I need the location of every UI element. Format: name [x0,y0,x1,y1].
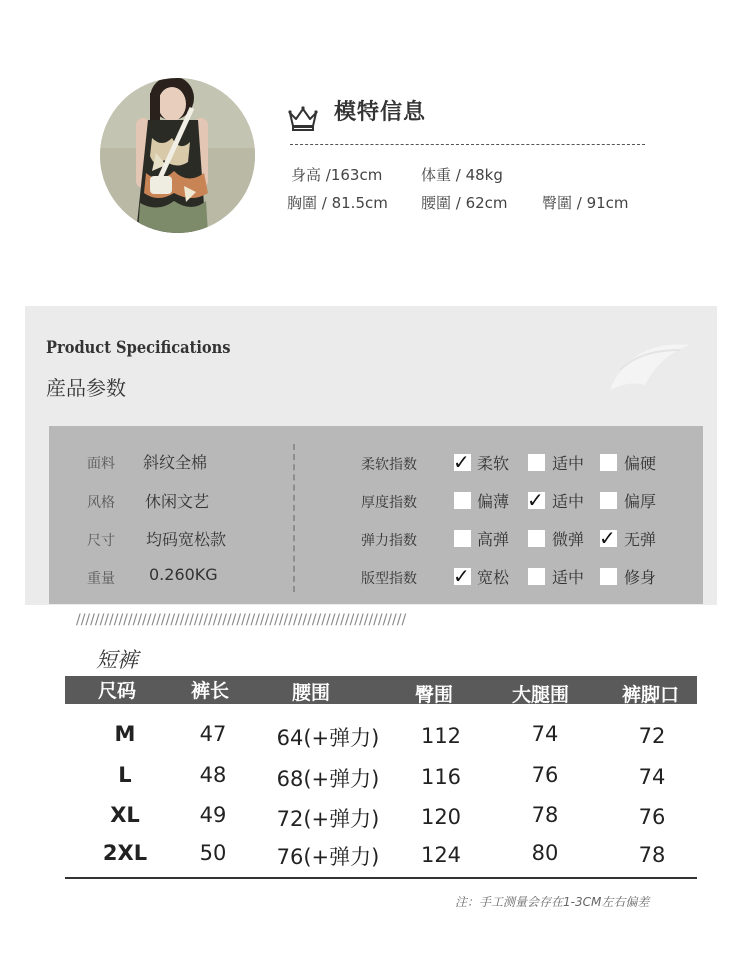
table-bottom-line [65,877,697,879]
size-table-header [65,676,697,704]
slash-divider: ////////////////////////////////////////////////////////////////////// [76,612,407,628]
model-waist: 腰圍 / 62cm [421,194,508,212]
option-label: 微弹 [552,530,585,549]
table-cell: 49 [199,803,227,827]
option-label: 适中 [552,492,585,511]
model-weight: 体重 / 48kg [421,166,503,184]
attr-value: 休闲文艺 [145,492,210,511]
option-label: 偏薄 [477,492,510,511]
attr-value: 斜纹全棉 [143,453,208,472]
option-checkbox [454,530,471,547]
index-name: 弹力指数 [361,533,417,549]
option-label: 修身 [624,568,657,587]
option-checkbox [528,568,545,585]
model-hip: 臀圍 / 91cm [542,194,629,212]
spec-title-en: Product Specifications [46,338,231,358]
option-checkbox [600,568,617,585]
size-cell: XL [110,803,140,827]
table-cell: 112 [420,724,462,748]
table-cell: 76(+弹力) [276,845,380,869]
table-cell: 64(+弹力) [276,726,380,750]
table-cell: 124 [420,843,462,867]
option-label: 宽松 [477,568,510,587]
option-checkbox [454,492,471,509]
index-name: 柔软指数 [361,457,417,473]
table-cell: 116 [420,765,462,789]
table-cell: 74 [638,765,666,789]
header-thigh: 大腿围 [512,684,570,706]
option-label: 高弹 [477,530,510,549]
table-cell: 48 [199,763,227,787]
check-icon: ✓ [599,526,616,550]
size-cell: M [114,722,136,746]
header-size: 尺码 [98,680,137,702]
model-photo [100,78,255,233]
attr-label: 风格 [87,495,115,511]
model-height: 身高 /163cm [291,166,383,184]
table-cell: 72(+弹力) [276,807,380,831]
index-name: 厚度指数 [361,495,417,511]
table-cell: 80 [531,841,559,865]
option-checkbox [600,454,617,471]
table-cell: 72 [638,724,666,748]
check-icon: ✓ [527,488,544,512]
leaf-watermark-icon [600,330,695,400]
index-name: 版型指数 [361,571,417,587]
dashed-divider [290,144,645,145]
option-label: 偏硬 [624,454,657,473]
table-cell: 47 [199,722,227,746]
measurement-note: 注：手工测量会存在1-3CM左右偏差 [455,895,650,909]
header-hip: 臀围 [415,684,454,706]
size-cell: 2XL [102,841,148,865]
attr-value: 均码宽松款 [146,530,227,549]
check-icon: ✓ [453,450,470,474]
attr-label: 面料 [87,456,115,472]
model-bust: 胸圍 / 81.5cm [287,194,388,212]
table-cell: 78 [638,843,666,867]
spec-vertical-divider [293,444,295,592]
crown-icon [287,102,319,134]
table-cell: 74 [531,722,559,746]
header-length: 裤长 [191,680,230,702]
size-cell: L [118,763,132,787]
attr-label: 尺寸 [87,533,115,549]
table-cell: 78 [531,803,559,827]
attr-value: 0.260KG [149,565,218,584]
option-label: 偏厚 [624,492,657,511]
header-waist: 腰围 [292,682,331,704]
option-label: 无弹 [624,530,657,549]
option-label: 柔软 [477,454,510,473]
option-label: 适中 [552,568,585,587]
product-name: 短裤 [96,648,138,672]
option-checkbox [528,454,545,471]
attr-label: 重量 [87,571,115,587]
option-checkbox [600,492,617,509]
table-cell: 68(+弹力) [276,767,380,791]
spec-title-cn: 産品参数 [46,376,126,400]
table-cell: 76 [638,805,666,829]
header-hem: 裤脚口 [622,684,680,706]
table-cell: 76 [531,763,559,787]
check-icon: ✓ [453,564,470,588]
table-cell: 120 [420,805,462,829]
table-cell: 50 [199,841,227,865]
model-info-title: 模特信息 [334,100,427,125]
option-checkbox [528,530,545,547]
option-label: 适中 [552,454,585,473]
